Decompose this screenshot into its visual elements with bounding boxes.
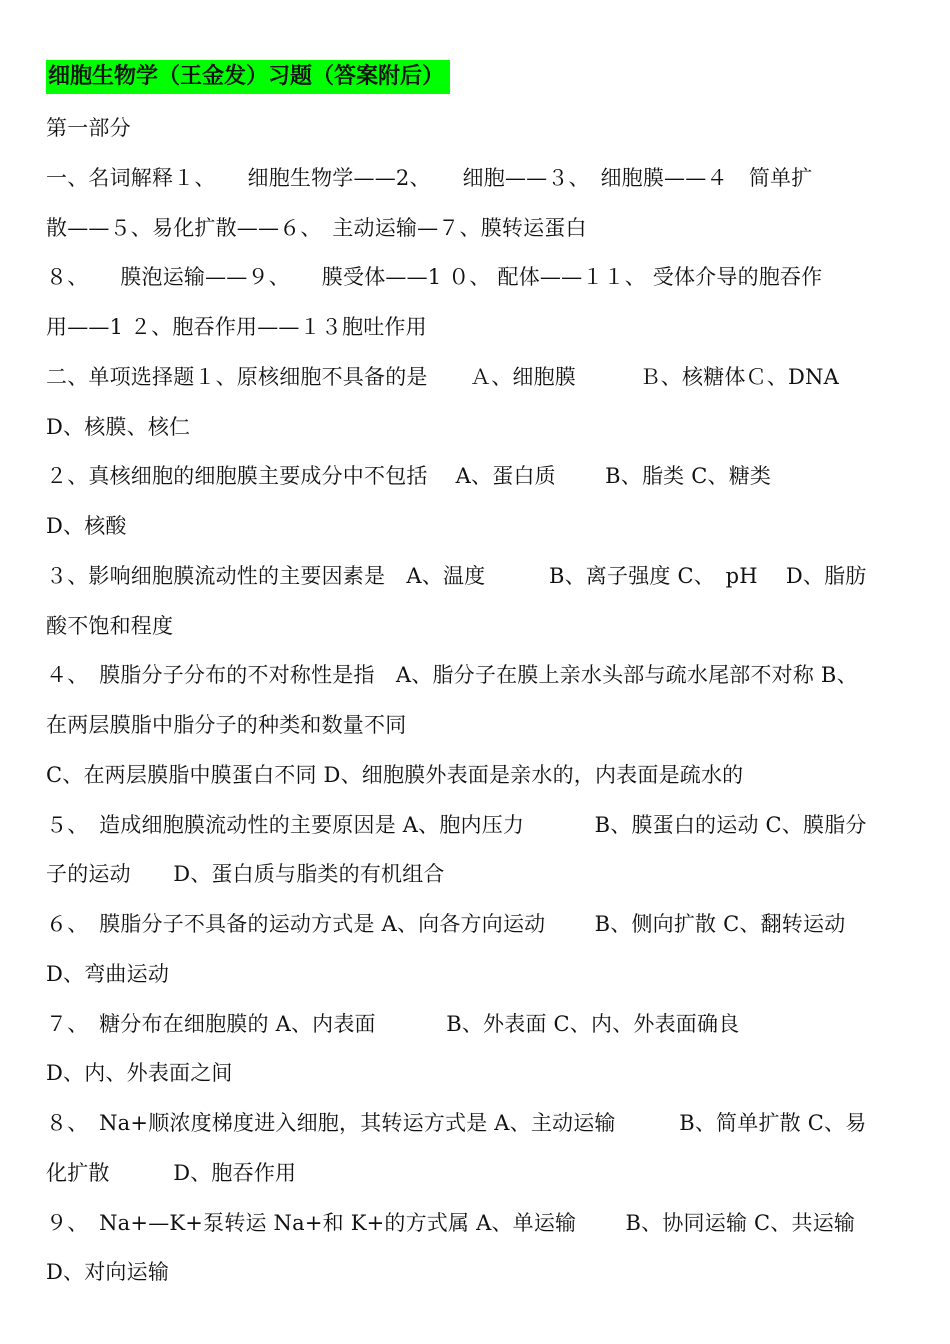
text-line: ８、 膜泡运输——９、 膜受体——1 ０、 配体——１１、 受体介导的胞吞作 — [46, 265, 823, 290]
text-line: ９、 Na+—K+泵转运 Na+和 K+的方式属 A、单运输 B、协同运输 C、共运输 — [46, 1210, 856, 1235]
text-line: ７、 糖分布在细胞膜的 A、内表面 B、外表面 C、内、外表面确良 — [46, 1011, 740, 1036]
text-line: ４、 膜脂分子分布的不对称性是指 A、脂分子在膜上亲水头部与疏水尾部不对称 B、 — [46, 663, 858, 688]
text-line: ８、 Na+顺浓度梯度进入细胞，其转运方式是 A、主动运输 B、简单扩散 C、易 — [46, 1111, 867, 1135]
text-line: C、在两层膜脂中膜蛋白不同 D、细胞膜外表面是亲水的，内表面是疏水的 — [46, 762, 744, 787]
text-line: D、核酸 — [46, 514, 127, 538]
text-line: 二、单项选择题１、原核细胞不具备的是 Ａ、细胞膜 Ｂ、核糖体Ｃ、DNA — [46, 364, 839, 389]
text-line: D、对向运输 — [46, 1260, 170, 1285]
text-line: 第一部分 — [46, 116, 131, 140]
text-line: ５、 造成细胞膜流动性的主要原因是 A、胞内压力 B、膜蛋白的运动 C、膜脂分 — [46, 812, 867, 837]
text-line: 散——５、易化扩散——６、 主动运输—７、膜转运蛋白 — [46, 215, 587, 240]
text-line: D、核膜、核仁 — [46, 414, 191, 439]
document-title: 细胞生物学（王金发）习题（答案附后） — [46, 60, 450, 94]
text-line: 子的运动 D、蛋白质与脂类的有机组合 — [46, 862, 445, 887]
text-line: D、弯曲运动 — [46, 961, 170, 986]
text-line: 化扩散 D、胞吞作用 — [46, 1160, 297, 1185]
text-line: 一、名词解释１、 细胞生物学——2、 细胞——３、 细胞膜——４ 简单扩 — [46, 165, 813, 190]
text-line: D、内、外表面之间 — [46, 1061, 233, 1086]
text-line: 酸不饱和程度 — [46, 613, 174, 638]
text-line: 用——1 ２、胞吞作用——１３胞吐作用 — [46, 315, 427, 339]
text-line: 在两层膜脂中脂分子的种类和数量不同 — [46, 713, 407, 737]
text-line: ６、 膜脂分子不具备的运动方式是 A、向各方向运动 B、侧向扩散 C、翻转运动 — [46, 912, 846, 936]
document-body — [46, 104, 902, 1298]
text-line: ２、真核细胞的细胞膜主要成分中不包括 A、蛋白质 B、脂类 C、糖类 — [46, 464, 772, 489]
text-line: ３、影响细胞膜流动性的主要因素是 A、温度 B、离子强度 C、 pH D、脂肪 — [46, 563, 867, 588]
